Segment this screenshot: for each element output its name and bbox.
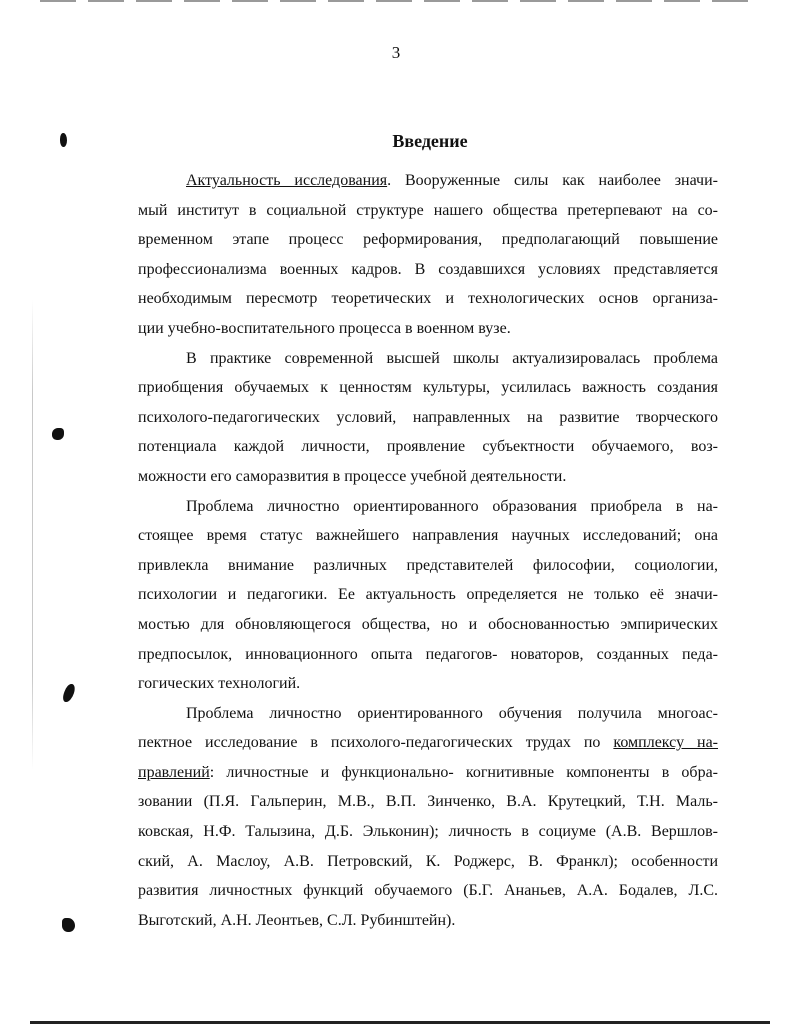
text-segment: психолого-педагогических условий, направленных на развитие творческого [138, 408, 718, 426]
text-segment: привлекла внимание различных представителей философии, социологии, [138, 556, 718, 574]
text-line [138, 876, 718, 906]
text-line [138, 758, 718, 788]
text-line [138, 699, 718, 729]
text-line [138, 403, 718, 433]
scan-margin-shadow [32, 300, 33, 770]
binding-hole-mark [52, 428, 64, 440]
text-line [138, 580, 718, 610]
paragraph [138, 344, 718, 492]
scan-top-edge [40, 0, 760, 2]
underlined-phrase: правлений [138, 763, 210, 781]
text-segment: Проблема личностно ориентированного обучения получила многоас- [186, 704, 718, 722]
text-segment: Выготский, А.Н. Леонтьев, С.Л. Рубинштейн). [138, 911, 456, 929]
text-segment: мостью для обновляющегося общества, но и обоснованностью эмпирических [138, 615, 718, 633]
text-segment: психологии и педагогики. Ее актуальность определяется не только её значи- [138, 586, 718, 604]
text-line [138, 669, 718, 699]
text-segment: ский, А. Маслоу, А.В. Петровский, К. Роджерс, В. Франкл); особенности [138, 852, 718, 870]
text-line [138, 906, 718, 936]
binding-hole-mark [61, 684, 77, 702]
text-segment: ковская, Н.Ф. Талызина, Д.Б. Эльконин); личность в социуме (А.В. Вершлов- [138, 823, 718, 841]
text-line [138, 640, 718, 670]
body-text [138, 166, 718, 935]
text-segment: В практике современной высшей школы актуализировалась проблема [186, 349, 718, 367]
text-segment: гогических технологий. [138, 675, 301, 693]
underlined-phrase: Актуальность исследования [186, 172, 388, 189]
section-heading: Введение [392, 131, 468, 151]
text-segment: развития личностных функций обучаемого (Б.Г. Ананьев, А.А. Бодалев, Л.С. [138, 882, 718, 900]
text-line [138, 787, 718, 817]
text-line [138, 196, 718, 226]
text-segment: зовании (П.Я. Гальперин, М.В., В.П. Зинченко, В.А. Крутецкий, Т.Н. Маль- [138, 793, 718, 811]
text-line [138, 610, 718, 640]
text-line [138, 314, 718, 344]
text-line [138, 521, 718, 551]
text-segment: ции учебно-воспитательного процесса в военном вузе. [138, 319, 511, 337]
text-line [138, 284, 718, 314]
text-segment: потенциала каждой личности, проявление субъектности обучаемого, воз- [138, 438, 718, 456]
text-segment: пектное исследование в психолого-педагогических трудах по [138, 734, 614, 752]
text-segment: мый институт в социальной структуре нашего общества претерпевают на со- [138, 201, 718, 219]
text-line [138, 166, 718, 196]
paragraph [138, 699, 718, 936]
text-line [138, 373, 718, 403]
binding-hole-mark [62, 918, 75, 932]
text-line [138, 225, 718, 255]
text-segment: временном этапе процесс реформирования, предполагающий повышение [138, 231, 718, 249]
text-segment: профессионализма военных кадров. В создавшихся условиях представляется [138, 260, 718, 278]
text-segment: : личностные и функционально- когнитивные компоненты в обра- [209, 763, 718, 781]
text-line [138, 432, 718, 462]
text-line [138, 255, 718, 285]
underlined-phrase: комплексу на- [613, 734, 719, 752]
text-line [138, 817, 718, 847]
text-line [138, 344, 718, 374]
text-segment: предпосылок, инновационного опыта педагогов- новаторов, созданных педа- [138, 645, 718, 663]
paragraph [138, 166, 718, 344]
text-segment: можности его саморазвития в процессе учебной деятельности. [138, 467, 567, 485]
text-segment: приобщения обучаемых к ценностям культуры, усилилась важность создания [138, 379, 718, 397]
page-number: 3 [391, 43, 401, 62]
text-segment: необходимым пересмотр теоретических и технологических основ организа- [138, 290, 718, 308]
text-segment: . Вооруженные силы как наиболее значи- [387, 172, 718, 189]
paragraph [138, 492, 718, 699]
text-line [138, 492, 718, 522]
text-line [138, 462, 718, 492]
text-line [138, 551, 718, 581]
text-line [138, 728, 718, 758]
text-segment: Проблема личностно ориентированного образования приобрела в на- [186, 497, 718, 515]
text-segment: стоящее время статус важнейшего направления научных исследований; она [138, 527, 718, 545]
text-line [138, 847, 718, 877]
